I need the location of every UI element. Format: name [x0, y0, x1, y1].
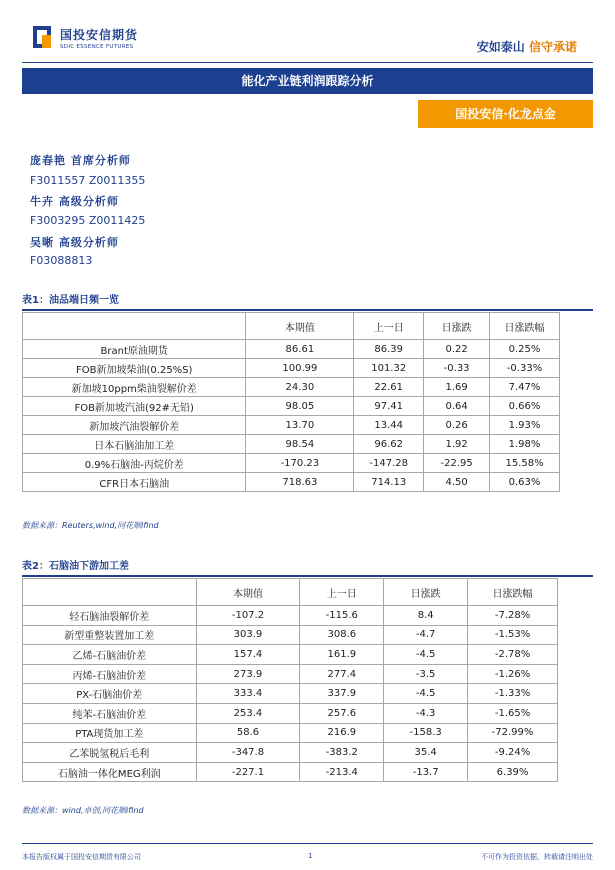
value-cell: 13.44: [354, 416, 424, 435]
value-cell: 253.4: [196, 703, 300, 723]
footer-disclaimer: 不可作为投资依据，转载请注明出处: [481, 853, 593, 861]
page-number: 1: [308, 852, 313, 860]
value-cell: 157.4: [196, 645, 300, 665]
row-label-cell: PTA现货加工差: [23, 723, 197, 743]
value-cell: -107.2: [196, 606, 300, 626]
table-header-row: [23, 313, 560, 340]
value-cell: -227.1: [196, 762, 300, 782]
table1: [22, 312, 560, 492]
value-cell: 0.26: [424, 416, 490, 435]
value-cell: 7.47%: [490, 378, 560, 397]
value-cell: -2.78%: [468, 645, 558, 665]
table-row: [23, 473, 560, 492]
footer-divider: [22, 843, 593, 844]
table1-source: 数据来源：Reuters,wind,同花顺ifind: [22, 521, 159, 530]
row-label-cell: 日本石脑油加工差: [23, 435, 246, 454]
value-cell: -9.24%: [468, 743, 558, 763]
value-cell: 4.50: [424, 473, 490, 492]
value-cell: -4.5: [384, 684, 468, 704]
company-logo-name: 国投安信期货: [60, 28, 139, 42]
value-cell: 333.4: [196, 684, 300, 704]
value-cell: -4.5: [384, 645, 468, 665]
table-header-cell: 日涨跌幅: [468, 579, 558, 606]
value-cell: -4.3: [384, 703, 468, 723]
value-cell: -347.8: [196, 743, 300, 763]
brand-badge: 国投安信·化龙点金: [418, 100, 593, 128]
company-logo-icon: [33, 26, 51, 48]
value-cell: -1.65%: [468, 703, 558, 723]
value-cell: 0.22: [424, 340, 490, 359]
table-header-cell: 日涨跌: [384, 579, 468, 606]
value-cell: -7.28%: [468, 606, 558, 626]
footer-copyright: 本报告版权属于国投安信期货有限公司: [22, 853, 141, 861]
value-cell: -147.28: [354, 454, 424, 473]
value-cell: 718.63: [246, 473, 354, 492]
value-cell: -22.95: [424, 454, 490, 473]
table-row: [23, 703, 558, 723]
value-cell: 8.4: [384, 606, 468, 626]
table-header-cell: 日涨跌幅: [490, 313, 560, 340]
analyst-name: 庞春艳 首席分析师: [30, 154, 131, 167]
value-cell: -383.2: [300, 743, 384, 763]
row-label-cell: PX-石脑油价差: [23, 684, 197, 704]
value-cell: -1.26%: [468, 664, 558, 684]
value-cell: 1.69: [424, 378, 490, 397]
row-label-cell: 新加坡汽油裂解价差: [23, 416, 246, 435]
value-cell: 257.6: [300, 703, 384, 723]
table2-source: 数据来源：wind,卓创,同花顺ifind: [22, 806, 144, 815]
value-cell: 96.62: [354, 435, 424, 454]
slogan-part2: 信守承诺: [528, 40, 577, 54]
table-row: [23, 340, 560, 359]
table2-title: 表2：石脑油下游加工差: [22, 561, 129, 572]
value-cell: 714.13: [354, 473, 424, 492]
row-label-cell: CFR日本石脑油: [23, 473, 246, 492]
value-cell: 98.54: [246, 435, 354, 454]
row-label-cell: FOB新加坡汽油(92#无铅): [23, 397, 246, 416]
value-cell: 98.05: [246, 397, 354, 416]
table-header-cell: 本期值: [246, 313, 354, 340]
value-cell: -170.23: [246, 454, 354, 473]
value-cell: -1.53%: [468, 625, 558, 645]
value-cell: 101.32: [354, 359, 424, 378]
value-cell: -213.4: [300, 762, 384, 782]
value-cell: 35.4: [384, 743, 468, 763]
value-cell: -1.33%: [468, 684, 558, 704]
value-cell: 13.70: [246, 416, 354, 435]
table-row: [23, 723, 558, 743]
row-label-cell: 乙烯-石脑油价差: [23, 645, 197, 665]
value-cell: -115.6: [300, 606, 384, 626]
value-cell: 273.9: [196, 664, 300, 684]
value-cell: 0.64: [424, 397, 490, 416]
row-label-cell: 新型重整装置加工差: [23, 625, 197, 645]
value-cell: 0.66%: [490, 397, 560, 416]
analyst-id: F03088813: [30, 254, 93, 267]
table-row: [23, 664, 558, 684]
table-row: [23, 454, 560, 473]
company-logo-english: SDIC ESSENCE FUTURES: [60, 44, 134, 50]
row-label-cell: 新加坡10ppm柴油裂解价差: [23, 378, 246, 397]
table-row: [23, 743, 558, 763]
table-row: [23, 416, 560, 435]
value-cell: 161.9: [300, 645, 384, 665]
value-cell: 303.9: [196, 625, 300, 645]
table-header-cell: 本期值: [196, 579, 300, 606]
table-row: [23, 762, 558, 782]
row-label-cell: FOB新加坡柴油(0.25%S): [23, 359, 246, 378]
header-divider: [22, 62, 593, 63]
row-label-cell: 0.9%石脑油-丙烷价差: [23, 454, 246, 473]
table-row: [23, 378, 560, 397]
table-row: [23, 645, 558, 665]
table-header-row: [23, 579, 558, 606]
table-row: [23, 684, 558, 704]
value-cell: -4.7: [384, 625, 468, 645]
value-cell: -0.33: [424, 359, 490, 378]
value-cell: 15.58%: [490, 454, 560, 473]
table1-top-rule: [22, 309, 593, 311]
page-title: 能化产业链利润跟踪分析: [22, 68, 593, 94]
value-cell: 24.30: [246, 378, 354, 397]
table-row: [23, 359, 560, 378]
value-cell: 337.9: [300, 684, 384, 704]
row-label-cell: Brant原油期货: [23, 340, 246, 359]
row-label-cell: 石脑油一体化MEG利润: [23, 762, 197, 782]
value-cell: 0.25%: [490, 340, 560, 359]
table2-top-rule: [22, 575, 593, 577]
value-cell: 86.39: [354, 340, 424, 359]
slogan: [477, 38, 577, 55]
table-row: [23, 625, 558, 645]
slogan-part1: 安如泰山: [476, 40, 525, 54]
value-cell: -0.33%: [490, 359, 560, 378]
value-cell: -158.3: [384, 723, 468, 743]
row-label-cell: 轻石脑油裂解价差: [23, 606, 197, 626]
value-cell: -3.5: [384, 664, 468, 684]
table-header-cell: 日涨跌: [424, 313, 490, 340]
row-label-cell: 丙烯-石脑油价差: [23, 664, 197, 684]
value-cell: -13.7: [384, 762, 468, 782]
table-row: [23, 606, 558, 626]
row-label-cell: 乙苯脱氢税后毛利: [23, 743, 197, 763]
analyst-name: 吴晰 高级分析师: [30, 236, 119, 249]
table1-title: 表1：油品端日频一览: [22, 295, 119, 306]
analyst-id: F3003295 Z0011425: [30, 214, 146, 227]
value-cell: 308.6: [300, 625, 384, 645]
table-header-cell: [23, 313, 246, 340]
table2: [22, 578, 558, 782]
analyst-id: F3011557 Z0011355: [30, 174, 146, 187]
value-cell: 277.4: [300, 664, 384, 684]
table-row: [23, 435, 560, 454]
analyst-name: 牛卉 高级分析师: [30, 195, 119, 208]
table-row: [23, 397, 560, 416]
value-cell: 0.63%: [490, 473, 560, 492]
value-cell: 97.41: [354, 397, 424, 416]
value-cell: 86.61: [246, 340, 354, 359]
row-label-cell: 纯苯-石脑油价差: [23, 703, 197, 723]
value-cell: -72.99%: [468, 723, 558, 743]
value-cell: 6.39%: [468, 762, 558, 782]
value-cell: 58.6: [196, 723, 300, 743]
value-cell: 216.9: [300, 723, 384, 743]
value-cell: 1.98%: [490, 435, 560, 454]
value-cell: 1.92: [424, 435, 490, 454]
value-cell: 100.99: [246, 359, 354, 378]
value-cell: 22.61: [354, 378, 424, 397]
table-header-cell: [23, 579, 197, 606]
value-cell: 1.93%: [490, 416, 560, 435]
table-header-cell: 上一日: [300, 579, 384, 606]
table-header-cell: 上一日: [354, 313, 424, 340]
